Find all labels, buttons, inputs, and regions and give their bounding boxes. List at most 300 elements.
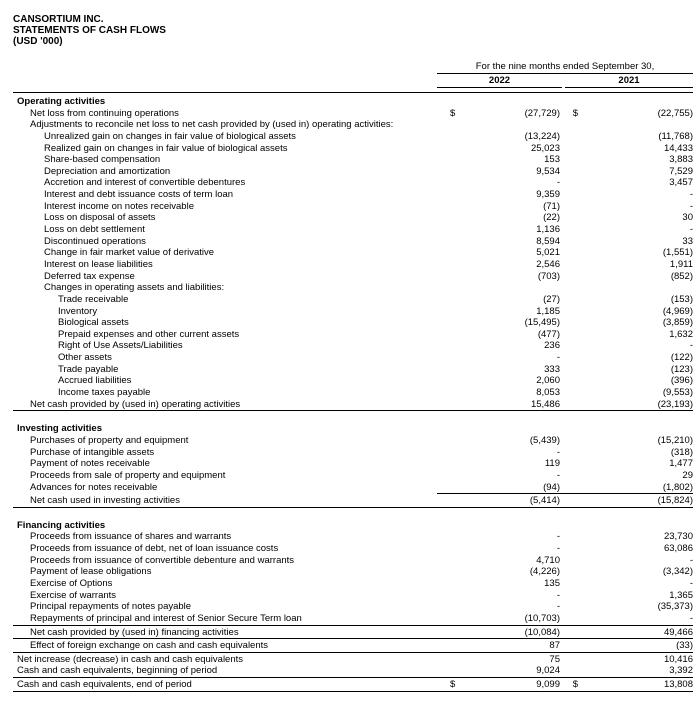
row-value-2022: 8,053 — [536, 387, 560, 399]
row-value-2022: (4,226) — [529, 566, 560, 578]
currency-symbol-2022 — [450, 154, 466, 166]
currency-symbol-2021 — [560, 470, 580, 482]
row-value-2022: (10,084) — [524, 626, 560, 638]
row-value-2022: 2,546 — [536, 258, 560, 270]
currency-symbol-2022 — [450, 247, 466, 259]
row-label: Loss on disposal of assets — [44, 212, 156, 224]
table-row — [13, 119, 693, 131]
row-value-2021: (15,210) — [657, 434, 693, 446]
row-value-2021: (9,553) — [662, 387, 693, 399]
row-value-2022: 119 — [544, 458, 560, 470]
currency-symbol-2021 — [560, 613, 580, 625]
currency-symbol-2021 — [560, 236, 580, 248]
currency-symbol-2021 — [560, 665, 580, 677]
table-row — [13, 543, 693, 555]
row-value-2022: 1,136 — [536, 224, 560, 236]
currency-symbol-2021 — [560, 423, 580, 435]
currency-symbol-2022 — [450, 317, 466, 329]
currency-symbol-2021 — [560, 531, 580, 543]
currency-symbol-2021 — [560, 387, 580, 399]
table-row — [13, 212, 693, 224]
row-value-2021: 23,730 — [663, 531, 693, 543]
table-row — [13, 340, 693, 352]
table-row — [13, 601, 693, 613]
row-value-2021: 1,911 — [669, 258, 693, 270]
currency-symbol-2022 — [450, 613, 466, 625]
row-value-2021: - — [689, 554, 693, 566]
row-value-2022: 25,023 — [530, 142, 560, 154]
currency-symbol-2022 — [450, 224, 466, 236]
total-rule — [13, 638, 693, 639]
table-row — [13, 143, 693, 155]
row-value-2021: (35,373) — [657, 601, 693, 613]
currency-symbol-2022 — [450, 329, 466, 341]
row-value-2022 — [466, 282, 560, 294]
total-rule — [13, 625, 693, 626]
row-value-2022: (5,414) — [529, 495, 560, 507]
currency-symbol-2022 — [450, 665, 466, 677]
table-row — [13, 566, 693, 578]
row-label: Depreciation and amortization — [44, 165, 171, 177]
currency-symbol-2021 — [560, 482, 580, 494]
currency-symbol-2022 — [450, 543, 466, 555]
currency-symbol-2022 — [450, 447, 466, 459]
row-value-2021: (852) — [670, 270, 693, 282]
currency-symbol-2022 — [450, 520, 466, 532]
currency-symbol-2022 — [450, 627, 466, 639]
row-label: Right of Use Assets/Liabilities — [58, 340, 183, 352]
row-value-2021: (122) — [670, 352, 693, 364]
total-rule — [13, 677, 693, 678]
row-label: Net cash provided by (used in) financing activities — [30, 626, 239, 638]
row-label: Accrued liabilities — [58, 375, 132, 387]
table-row — [13, 375, 693, 387]
currency-symbol-2021 — [560, 329, 580, 341]
subtotal-rule — [437, 493, 693, 494]
table-row — [13, 306, 693, 318]
row-value-2021: 3,392 — [669, 665, 693, 677]
row-label: Inventory — [58, 305, 98, 317]
currency-symbol-2022 — [450, 119, 466, 131]
year-column-2021: 2021 — [565, 75, 693, 88]
currency-symbol-2021 — [560, 640, 580, 652]
row-value-2021: - — [689, 224, 693, 236]
row-value-2021: (153) — [670, 293, 693, 305]
currency-symbol-2022 — [450, 578, 466, 590]
row-value-2022: 9,024 — [536, 665, 560, 677]
row-value-2022: - — [556, 352, 560, 364]
currency-symbol-2021 — [560, 520, 580, 532]
title-block — [13, 14, 693, 47]
currency-symbol-2022 — [450, 364, 466, 376]
row-value-2021 — [580, 96, 693, 108]
row-label: Proceeds from issuance of debt, net of loan issuance costs — [30, 543, 279, 555]
row-value-2022 — [466, 119, 560, 131]
table-row — [13, 458, 693, 470]
table-row — [13, 447, 693, 459]
currency-symbol-2021 — [560, 352, 580, 364]
row-value-2022: 87 — [549, 640, 560, 652]
row-label: Net loss from continuing operations — [30, 107, 179, 119]
currency-symbol-2022 — [450, 306, 466, 318]
table-row — [13, 640, 693, 652]
row-value-2021 — [580, 423, 693, 435]
row-value-2021: 30 — [682, 212, 693, 224]
row-label: Discontinued operations — [44, 235, 146, 247]
currency-symbol-2021 — [560, 627, 580, 639]
row-value-2021: (4,969) — [662, 305, 693, 317]
row-label: Trade receivable — [58, 293, 129, 305]
row-value-2022: (27,729) — [524, 107, 560, 119]
row-label: Interest and debt issuance costs of term loan — [44, 189, 234, 201]
row-value-2022: (10,703) — [524, 612, 560, 624]
table-row — [13, 282, 693, 294]
row-value-2021: 3,457 — [669, 177, 693, 189]
table-row — [13, 578, 693, 590]
currency-symbol-2022: $ — [450, 679, 456, 691]
table-row — [13, 131, 693, 143]
header-rule — [13, 92, 693, 93]
table-row — [13, 495, 693, 507]
table-row — [13, 423, 693, 435]
row-value-2022 — [466, 96, 560, 108]
currency-symbol-2021 — [560, 495, 580, 507]
row-label: Financing activities — [17, 519, 106, 531]
table-row — [13, 247, 693, 259]
row-label: Purchases of property and equipment — [30, 434, 189, 446]
row-value-2022 — [466, 423, 560, 435]
row-value-2021 — [580, 520, 693, 532]
currency-symbol-2022 — [450, 352, 466, 364]
table-row — [13, 352, 693, 364]
company-name: CANSORTIUM INC. — [13, 14, 104, 25]
row-value-2022: - — [556, 469, 560, 481]
row-label: Realized gain on changes in fair value of biological assets — [44, 142, 288, 154]
row-value-2021: (1,551) — [662, 247, 693, 259]
currency-symbol-2022 — [450, 212, 466, 224]
row-value-2021 — [580, 282, 693, 294]
currency-symbol-2022 — [450, 495, 466, 507]
row-value-2021: - — [689, 340, 693, 352]
table-row — [13, 96, 693, 108]
currency-symbol-2022 — [450, 555, 466, 567]
row-value-2022: 1,185 — [536, 305, 560, 317]
currency-symbol-2022 — [450, 590, 466, 602]
currency-symbol-2021 — [560, 601, 580, 613]
table-row — [13, 189, 693, 201]
currency-symbol-2022 — [450, 470, 466, 482]
row-label: Net cash provided by (used in) operating activities — [30, 398, 241, 410]
row-value-2021: 1,365 — [669, 589, 693, 601]
currency-symbol-2021 — [560, 131, 580, 143]
row-value-2021: - — [689, 577, 693, 589]
currency-symbol-2022 — [450, 340, 466, 352]
table-row — [13, 387, 693, 399]
currency-symbol-2021 — [560, 96, 580, 108]
table-row — [13, 364, 693, 376]
total-rule — [13, 410, 693, 411]
row-value-2021: 14,433 — [663, 142, 693, 154]
row-value-2022: 75 — [549, 653, 560, 665]
currency-symbol-2021 — [560, 590, 580, 602]
row-label: Changes in operating assets and liabilities: — [44, 282, 225, 294]
currency-symbol-2022 — [450, 259, 466, 271]
row-label: Investing activities — [17, 423, 103, 435]
row-value-2022: (22) — [543, 212, 560, 224]
currency-symbol-2021 — [560, 282, 580, 294]
row-value-2022: 236 — [544, 340, 560, 352]
currency-symbol-2021 — [560, 340, 580, 352]
row-label: Change in fair market value of derivative — [44, 247, 215, 259]
table-row — [13, 555, 693, 567]
table-row — [13, 108, 693, 120]
row-value-2021: 63,086 — [663, 543, 693, 555]
table-row — [13, 224, 693, 236]
currency-symbol-2022 — [450, 236, 466, 248]
row-label: Share-based compensation — [44, 154, 161, 166]
currency-symbol-2022 — [450, 131, 466, 143]
row-value-2021: 10,416 — [663, 653, 693, 665]
row-value-2021: (318) — [670, 446, 693, 458]
currency-symbol-2022 — [450, 189, 466, 201]
currency-symbol-2021 — [560, 306, 580, 318]
row-value-2021: (3,859) — [662, 317, 693, 329]
total-rule — [13, 652, 693, 653]
table-row — [13, 329, 693, 341]
row-label: Proceeds from issuance of convertible debenture and warrants — [30, 554, 295, 566]
table-row — [13, 236, 693, 248]
row-value-2022: (71) — [543, 200, 560, 212]
statement-rows — [13, 96, 693, 692]
statement-title: STATEMENTS OF CASH FLOWS — [13, 25, 166, 36]
currency-symbol-2021 — [560, 654, 580, 666]
row-label: Interest income on notes receivable — [44, 200, 194, 212]
currency-symbol-2021 — [560, 119, 580, 131]
row-label: Interest on lease liabilities — [44, 258, 153, 270]
row-label: Proceeds from sale of property and equipment — [30, 469, 226, 481]
row-value-2021: - — [689, 189, 693, 201]
row-label: Unrealized gain on changes in fair value of biological assets — [44, 130, 296, 142]
row-value-2021: (23,193) — [657, 398, 693, 410]
row-label: Biological assets — [58, 317, 129, 329]
year-columns — [437, 75, 693, 88]
row-value-2022: 15,486 — [530, 398, 560, 410]
currency-symbol-2022 — [450, 423, 466, 435]
row-value-2022: (15,495) — [524, 317, 560, 329]
row-value-2021: - — [689, 200, 693, 212]
row-value-2022 — [466, 520, 560, 532]
table-row — [13, 317, 693, 329]
column-header — [13, 60, 693, 93]
currency-symbol-2022 — [450, 96, 466, 108]
year-column-2022: 2022 — [437, 75, 562, 88]
currency-symbol-2022 — [450, 566, 466, 578]
row-label: Accretion and interest of convertible debentures — [44, 177, 246, 189]
table-row — [13, 590, 693, 602]
total-rule — [13, 507, 693, 508]
currency-symbol-2022 — [450, 601, 466, 613]
row-value-2022: 2,060 — [536, 375, 560, 387]
currency-symbol-2021 — [560, 566, 580, 578]
currency-symbol-2021 — [560, 212, 580, 224]
row-label: Proceeds from issuance of shares and warrants — [30, 531, 232, 543]
row-label: Payment of lease obligations — [30, 566, 152, 578]
row-value-2021: 29 — [682, 469, 693, 481]
currency-symbol-2022: $ — [450, 107, 456, 119]
row-value-2021: - — [689, 612, 693, 624]
currency-symbol-2021 — [560, 189, 580, 201]
table-row — [13, 613, 693, 625]
row-value-2021: (11,768) — [658, 130, 693, 142]
row-label: Operating activities — [17, 96, 106, 107]
row-value-2022: 9,359 — [536, 189, 560, 201]
row-label: Repayments of principal and interest of Senior Secure Term loan — [30, 612, 302, 624]
currency-symbol-2021 — [560, 271, 580, 283]
row-value-2021: (123) — [670, 363, 693, 375]
table-row — [13, 482, 693, 494]
row-value-2021: 13,808 — [663, 679, 693, 691]
row-value-2022: (703) — [537, 270, 560, 282]
row-value-2022: - — [556, 589, 560, 601]
table-row — [13, 271, 693, 283]
currency-symbol-2022 — [450, 654, 466, 666]
currency-symbol-2021 — [560, 247, 580, 259]
table-row — [13, 531, 693, 543]
row-value-2021: (396) — [670, 375, 693, 387]
table-row — [13, 679, 693, 691]
table-row — [13, 259, 693, 271]
table-row — [13, 177, 693, 189]
row-value-2021: (3,342) — [662, 566, 693, 578]
row-value-2022: - — [556, 543, 560, 555]
row-label: Income taxes payable — [58, 387, 151, 399]
currency-symbol-2022 — [450, 282, 466, 294]
row-value-2022: 5,021 — [536, 247, 560, 259]
currency-symbol-2022 — [450, 387, 466, 399]
currency-symbol-2021 — [560, 399, 580, 411]
row-label: Cash and cash equivalents, end of period — [17, 679, 192, 691]
row-value-2022: 333 — [544, 363, 560, 375]
table-row — [13, 166, 693, 178]
table-row — [13, 520, 693, 532]
row-label: Other assets — [58, 352, 112, 364]
row-label: Cash and cash equivalents, beginning of period — [17, 665, 218, 677]
currency-symbol-2022 — [450, 143, 466, 155]
row-label: Exercise of warrants — [30, 589, 117, 601]
row-value-2021: 49,466 — [663, 626, 693, 638]
row-value-2022: 9,099 — [536, 679, 560, 691]
currency-symbol-2022 — [450, 375, 466, 387]
row-value-2021: (1,802) — [662, 481, 693, 493]
currency-symbol-2022 — [450, 201, 466, 213]
row-label: Net increase (decrease) in cash and cash equivalents — [17, 653, 244, 665]
row-label: Loss on debt settlement — [44, 224, 145, 236]
row-value-2021: 1,477 — [669, 458, 693, 470]
row-value-2021 — [580, 119, 693, 131]
currency-symbol-2021 — [560, 375, 580, 387]
row-label: Payment of notes receivable — [30, 458, 150, 470]
table-row — [13, 470, 693, 482]
currency-symbol-2021 — [560, 364, 580, 376]
table-row — [13, 399, 693, 411]
currency-symbol-2021 — [560, 543, 580, 555]
row-value-2022: - — [556, 531, 560, 543]
row-value-2021: 1,632 — [669, 328, 693, 340]
row-label: Net cash used in investing activities — [30, 495, 180, 507]
row-value-2022: - — [556, 446, 560, 458]
row-value-2021: (33) — [676, 640, 693, 652]
row-value-2022: 153 — [544, 154, 560, 166]
row-label: Adjustments to reconcile net loss to net cash provided by (used in) operating activities: — [30, 119, 394, 131]
currency-symbol-2021 — [560, 177, 580, 189]
currency-symbol-2021 — [560, 294, 580, 306]
row-value-2022: - — [556, 177, 560, 189]
currency-symbol-2021 — [560, 317, 580, 329]
currency-symbol-2021 — [560, 447, 580, 459]
row-label: Prepaid expenses and other current assets — [58, 328, 240, 340]
row-value-2022: 4,710 — [536, 554, 560, 566]
currency-symbol-2021 — [560, 555, 580, 567]
row-value-2022: (477) — [537, 328, 560, 340]
row-value-2021: (22,755) — [657, 107, 693, 119]
row-label: Advances for notes receivable — [30, 481, 158, 493]
currency-symbol-2022 — [450, 271, 466, 283]
currency-symbol-2022 — [450, 640, 466, 652]
row-value-2021: 3,883 — [669, 154, 693, 166]
currency-symbol-2021 — [560, 201, 580, 213]
table-row — [13, 435, 693, 447]
currency-symbol-2022 — [450, 482, 466, 494]
currency-symbol-2021: $ — [572, 679, 578, 691]
currency-symbol-2022 — [450, 177, 466, 189]
currency-units: (USD '000) — [13, 36, 63, 47]
currency-symbol-2021 — [560, 578, 580, 590]
currency-symbol-2022 — [450, 458, 466, 470]
currency-symbol-2021 — [560, 154, 580, 166]
row-value-2022: (13,224) — [524, 130, 560, 142]
period-header: For the nine months ended September 30, — [437, 60, 693, 74]
row-value-2021: (15,824) — [657, 495, 693, 507]
row-label: Exercise of Options — [30, 577, 113, 589]
currency-symbol-2021 — [560, 224, 580, 236]
row-value-2022: (27) — [543, 293, 560, 305]
row-value-2022: 8,594 — [536, 235, 560, 247]
currency-symbol-2022 — [450, 294, 466, 306]
currency-symbol-2021: $ — [572, 107, 578, 119]
row-label: Purchase of intangible assets — [30, 446, 155, 458]
currency-symbol-2021 — [560, 435, 580, 447]
row-label: Principal repayments of notes payable — [30, 601, 192, 613]
table-row — [13, 294, 693, 306]
row-value-2022: 135 — [544, 577, 560, 589]
table-row — [13, 654, 693, 666]
currency-symbol-2021 — [560, 458, 580, 470]
currency-symbol-2021 — [560, 143, 580, 155]
currency-symbol-2021 — [560, 259, 580, 271]
row-label: Effect of foreign exchange on cash and cash equivalents — [30, 640, 269, 652]
total-rule — [13, 691, 693, 692]
table-row — [13, 627, 693, 639]
currency-symbol-2022 — [450, 531, 466, 543]
row-label: Trade payable — [58, 363, 119, 375]
table-row — [13, 154, 693, 166]
row-value-2022: (94) — [543, 481, 560, 493]
row-value-2022: - — [556, 601, 560, 613]
currency-symbol-2022 — [450, 399, 466, 411]
currency-symbol-2022 — [450, 166, 466, 178]
table-row — [13, 665, 693, 677]
table-row — [13, 201, 693, 213]
